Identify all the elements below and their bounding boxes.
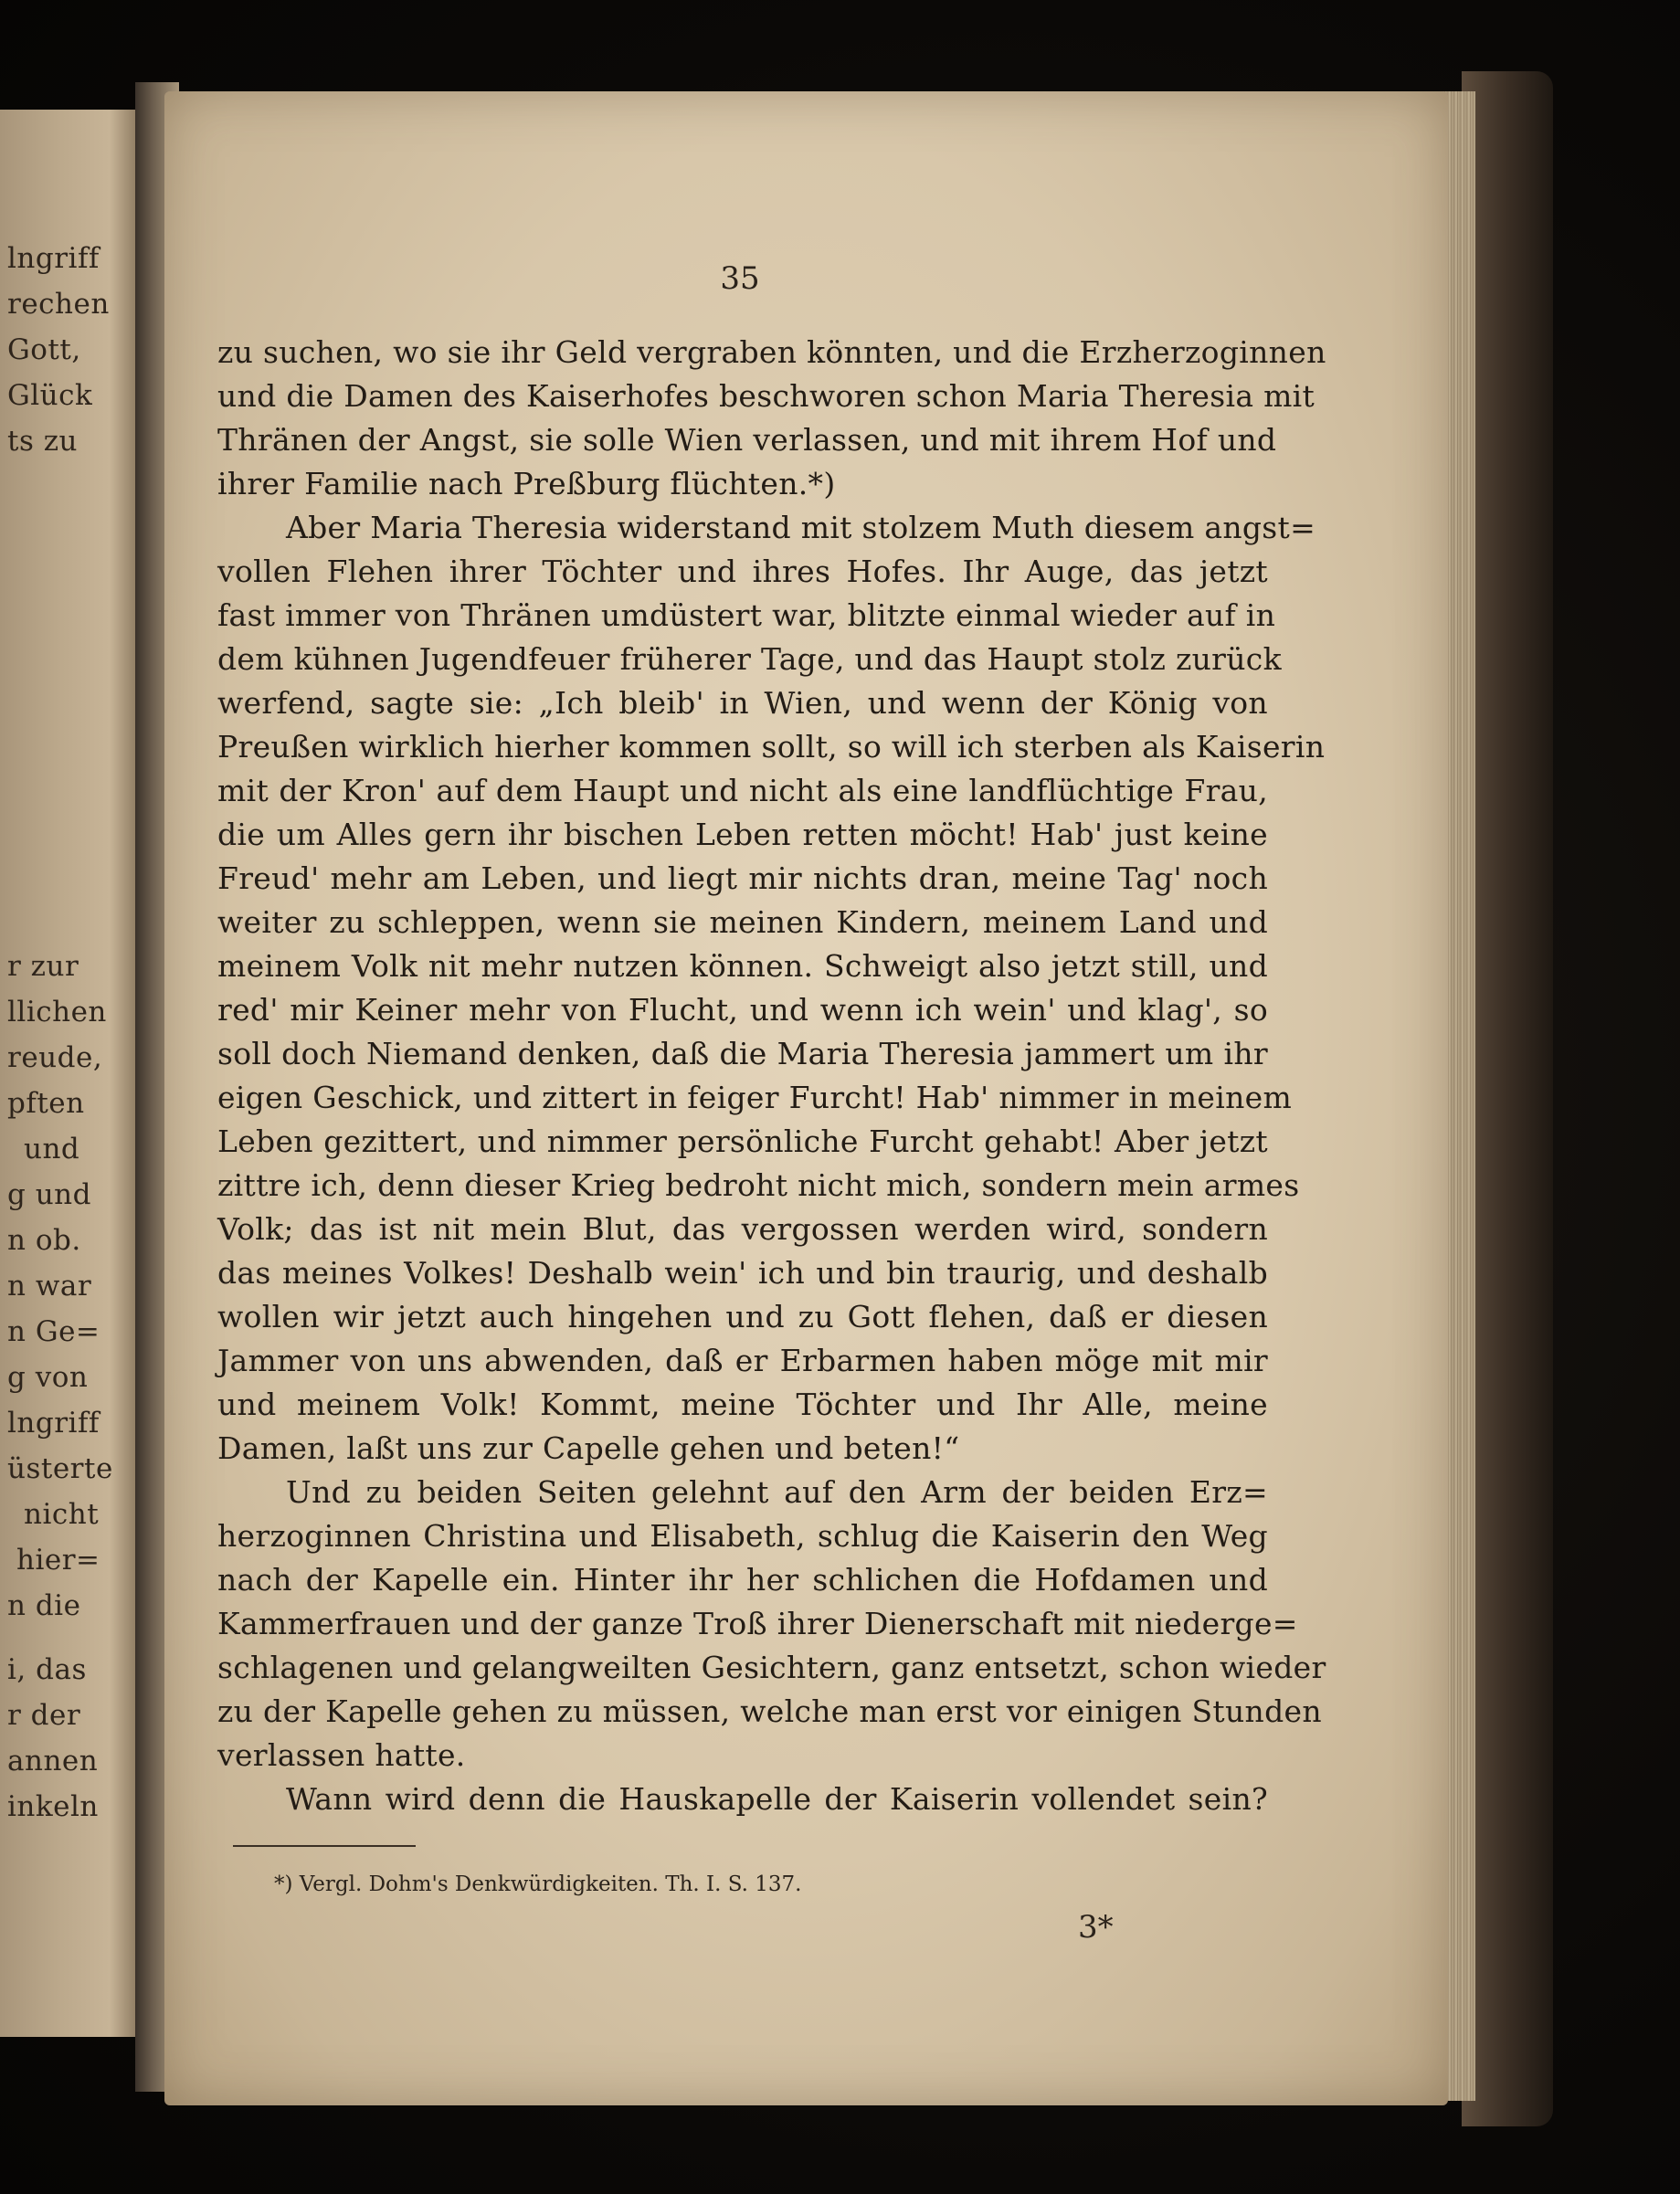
footnote: *) Vergl. Dohm's Denkwürdigkeiten. Th. I. S. 137. (274, 1872, 802, 1896)
text-line: verlassen hatte. (217, 1737, 466, 1773)
text-line: das meines Volkes! Deshalb wein' ich und bin traurig, und deshalb (217, 1255, 1268, 1291)
text-line: fast immer von Thränen umdüstert war, blitzte einmal wieder auf in (217, 597, 1276, 633)
text-line: dem kühnen Jugendfeuer früherer Tage, und das Haupt stolz zurück (217, 641, 1282, 677)
text-line: soll doch Niemand denken, daß die Maria Theresia jammert um ihr (217, 1036, 1268, 1071)
cut-off-text-fragment: lngriff (7, 1407, 100, 1440)
text-line: Aber Maria Theresia widerstand mit stolzem Muth diesem angst= (286, 510, 1316, 545)
previous-page-sliver (0, 110, 137, 2037)
text-line: nach der Kapelle ein. Hinter ihr her schlichen die Hofdamen und (217, 1562, 1268, 1598)
cut-off-text-fragment: inkeln (7, 1790, 99, 1823)
cut-off-text-fragment: i, das (7, 1653, 87, 1686)
text-line: weiter zu schleppen, wenn sie meinen Kindern, meinem Land und (217, 904, 1268, 940)
text-line: eigen Geschick, und zittert in feiger Furcht! Hab' nimmer in meinem (217, 1080, 1293, 1115)
page-body-text (217, 331, 1326, 1821)
cut-off-text-fragment: llichen (7, 996, 107, 1028)
cut-off-text-fragment: Glück (7, 379, 93, 412)
text-line: die um Alles gern ihr bischen Leben retten möcht! Hab' just keine (217, 817, 1268, 852)
text-line: Preußen wirklich hierher kommen sollt, so will ich sterben als Kaiserin (217, 729, 1326, 765)
text-line: Freud' mehr am Leben, und liegt mir nichts dran, meine Tag' noch (217, 860, 1268, 896)
cut-off-text-fragment: n die (7, 1589, 81, 1622)
cut-off-text-fragment: n war (7, 1270, 92, 1303)
cut-off-text-fragment: r zur (7, 950, 79, 983)
cut-off-text-fragment: reude, (7, 1041, 103, 1074)
text-line: schlagenen und gelangweilten Gesichtern, ganz entsetzt, schon wieder (217, 1650, 1326, 1685)
cut-off-text-fragment: g von (7, 1361, 89, 1394)
cut-off-text-fragment: rechen (7, 288, 110, 321)
cut-off-text-fragment: nicht (24, 1498, 100, 1531)
text-line: Thränen der Angst, sie solle Wien verlassen, und mit ihrem Hof und (217, 422, 1277, 458)
text-line: Damen, laßt uns zur Capelle gehen und beten!“ (217, 1430, 960, 1466)
text-line: red' mir Keiner mehr von Flucht, und wenn ich wein' und klag', so (217, 992, 1268, 1028)
cut-off-text-fragment: lngriff (7, 242, 100, 275)
cut-off-text-fragment: üsterte (7, 1452, 113, 1485)
cut-off-text-fragment: annen (7, 1745, 99, 1777)
cut-off-text-fragment: n ob. (7, 1224, 81, 1257)
cut-off-text-fragment: hier= (16, 1544, 100, 1577)
text-line: und die Damen des Kaiserhofes beschworen schon Maria Theresia mit (217, 378, 1315, 414)
text-line: meinem Volk nit mehr nutzen können. Schweigt also jetzt still, und (217, 948, 1268, 984)
text-line: werfend, sagte sie: „Ich bleib' in Wien, und wenn der König von (217, 685, 1268, 721)
text-line: Jammer von uns abwenden, daß er Erbarmen haben möge mit mir (217, 1343, 1268, 1378)
signature-mark: 3* (1078, 1909, 1114, 1946)
text-line: zu suchen, wo sie ihr Geld vergraben könnten, und die Erzherzoginnen (217, 334, 1326, 370)
text-line: ihrer Familie nach Preßburg flüchten.*) (217, 466, 836, 501)
text-line: mit der Kron' auf dem Haupt und nicht als eine landflüchtige Frau, (217, 773, 1268, 808)
cut-off-text-fragment: pften (7, 1087, 85, 1120)
text-line: zu der Kapelle gehen zu müssen, welche man erst vor einigen Stunden (217, 1693, 1322, 1729)
cut-off-text-fragment: r der (7, 1699, 81, 1732)
text-line: Wann wird denn die Hauskapelle der Kaiserin vollendet sein? (286, 1781, 1268, 1817)
footnote-divider (233, 1845, 416, 1847)
text-line: Kammerfrauen und der ganze Troß ihrer Dienerschaft mit niederge= (217, 1606, 1298, 1641)
text-line: wollen wir jetzt auch hingehen und zu Gott flehen, daß er diesen (217, 1299, 1268, 1334)
text-line: herzoginnen Christina und Elisabeth, schlug die Kaiserin den Weg (217, 1518, 1268, 1554)
text-line: und meinem Volk! Kommt, meine Töchter und Ihr Alle, meine (217, 1387, 1268, 1422)
cut-off-text-fragment: n Ge= (7, 1315, 100, 1348)
text-line: Und zu beiden Seiten gelehnt auf den Arm der beiden Erz= (286, 1474, 1268, 1510)
text-line: Volk; das ist nit mein Blut, das vergossen werden wird, sondern (217, 1211, 1268, 1247)
book-cover-edge (1462, 71, 1553, 2126)
cut-off-text-fragment: und (24, 1133, 80, 1166)
cut-off-text-fragment: g und (7, 1178, 91, 1211)
text-line: vollen Flehen ihrer Töchter und ihres Hofes. Ihr Auge, das jetzt (217, 554, 1268, 589)
page-number: 35 (720, 260, 760, 297)
text-line: Leben gezittert, und nimmer persönliche Furcht gehabt! Aber jetzt (217, 1123, 1268, 1159)
cut-off-text-fragment: ts zu (7, 425, 79, 458)
text-line: zittre ich, denn dieser Krieg bedroht nicht mich, sondern mein armes (217, 1167, 1300, 1203)
cut-off-text-fragment: Gott, (7, 333, 81, 366)
